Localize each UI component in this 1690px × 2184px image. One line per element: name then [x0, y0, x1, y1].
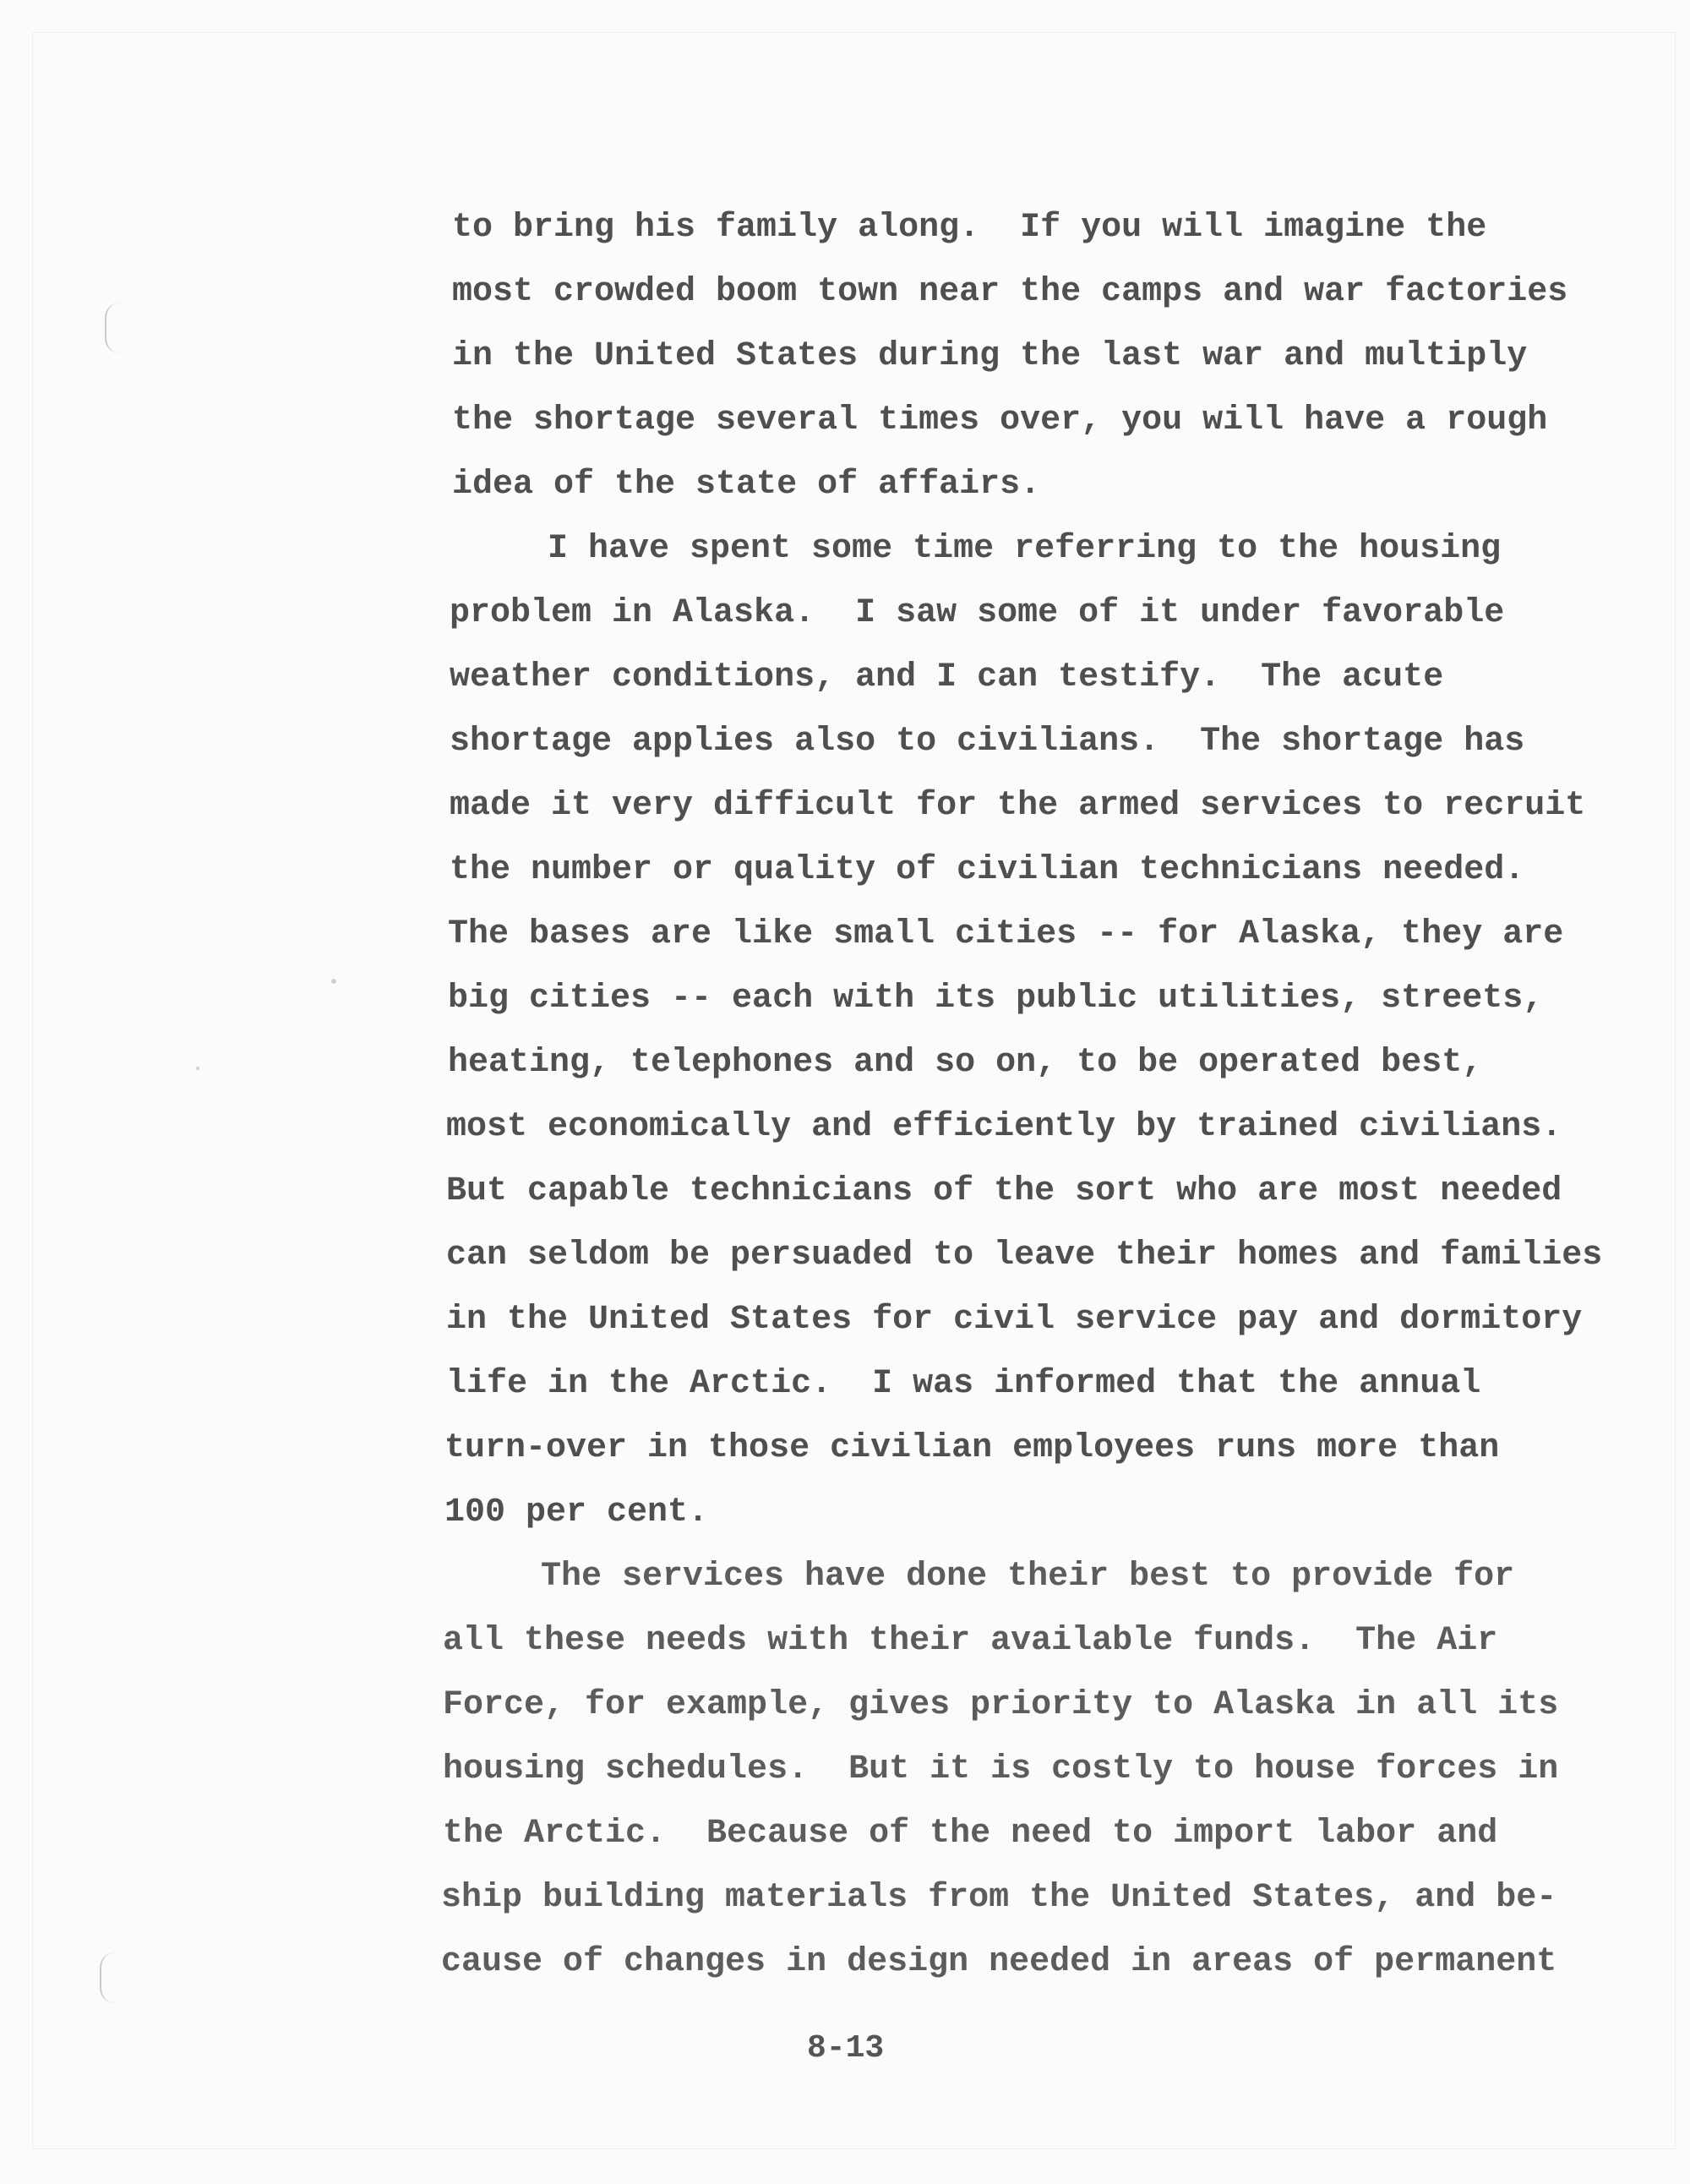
text-line: most crowded boom town near the camps and war factories — [452, 273, 1568, 311]
binding-hole-mark-top — [105, 303, 120, 353]
text-line: big cities -- each with its public utilities, streets, — [448, 980, 1544, 1018]
page-number: 8-13 — [807, 2030, 885, 2067]
text-line: cause of changes in design needed in areas of permanent — [441, 1943, 1557, 1981]
text-line: ship building materials from the United States, and be- — [441, 1879, 1557, 1917]
text-line: weather conditions, and I can testify. The acute — [450, 658, 1444, 696]
paragraph-first-line: The services have done their best to provide for — [541, 1558, 1515, 1596]
paragraph-first-line: I have spent some time referring to the housing — [548, 530, 1502, 568]
text-line: But capable technicians of the sort who are most needed — [446, 1172, 1562, 1210]
text-line: to bring his family along. If you will imagine the — [452, 209, 1487, 247]
text-line: the Arctic. Because of the need to import labor and — [443, 1815, 1498, 1853]
text-line: the number or quality of civilian technicians needed. — [450, 851, 1525, 889]
text-line: housing schedules. But it is costly to house forces in — [443, 1750, 1559, 1788]
text-line: The bases are like small cities -- for Alaska, they are — [448, 915, 1564, 953]
text-line: Force, for example, gives priority to Alaska in all its — [443, 1686, 1559, 1724]
text-line: can seldom be persuaded to leave their homes and families — [446, 1237, 1603, 1275]
text-line: all these needs with their available funds. The Air — [443, 1622, 1498, 1660]
text-line: heating, telephones and so on, to be operated best, — [448, 1044, 1483, 1082]
text-line: made it very difficult for the armed services to recruit — [450, 787, 1586, 825]
text-line: shortage applies also to civilians. The shortage has — [450, 723, 1525, 761]
paper-speck — [196, 1067, 199, 1070]
binding-hole-mark-bottom — [100, 1952, 115, 2003]
text-line: turn-over in those civilian employees runs more than — [444, 1429, 1500, 1467]
text-line: most economically and efficiently by trained civilians. — [446, 1108, 1562, 1146]
text-line: problem in Alaska. I saw some of it under favorable — [450, 594, 1505, 632]
text-line: in the United States for civil service pay and dormitory — [446, 1301, 1583, 1339]
text-line: in the United States during the last war and multiply — [452, 337, 1528, 375]
paper-speck — [331, 979, 336, 984]
text-line: the shortage several times over, you will have a rough — [452, 401, 1548, 440]
text-line: idea of the state of affairs. — [452, 466, 1041, 504]
text-line: 100 per cent. — [444, 1493, 709, 1532]
text-line: life in the Arctic. I was informed that the annual — [446, 1365, 1481, 1403]
